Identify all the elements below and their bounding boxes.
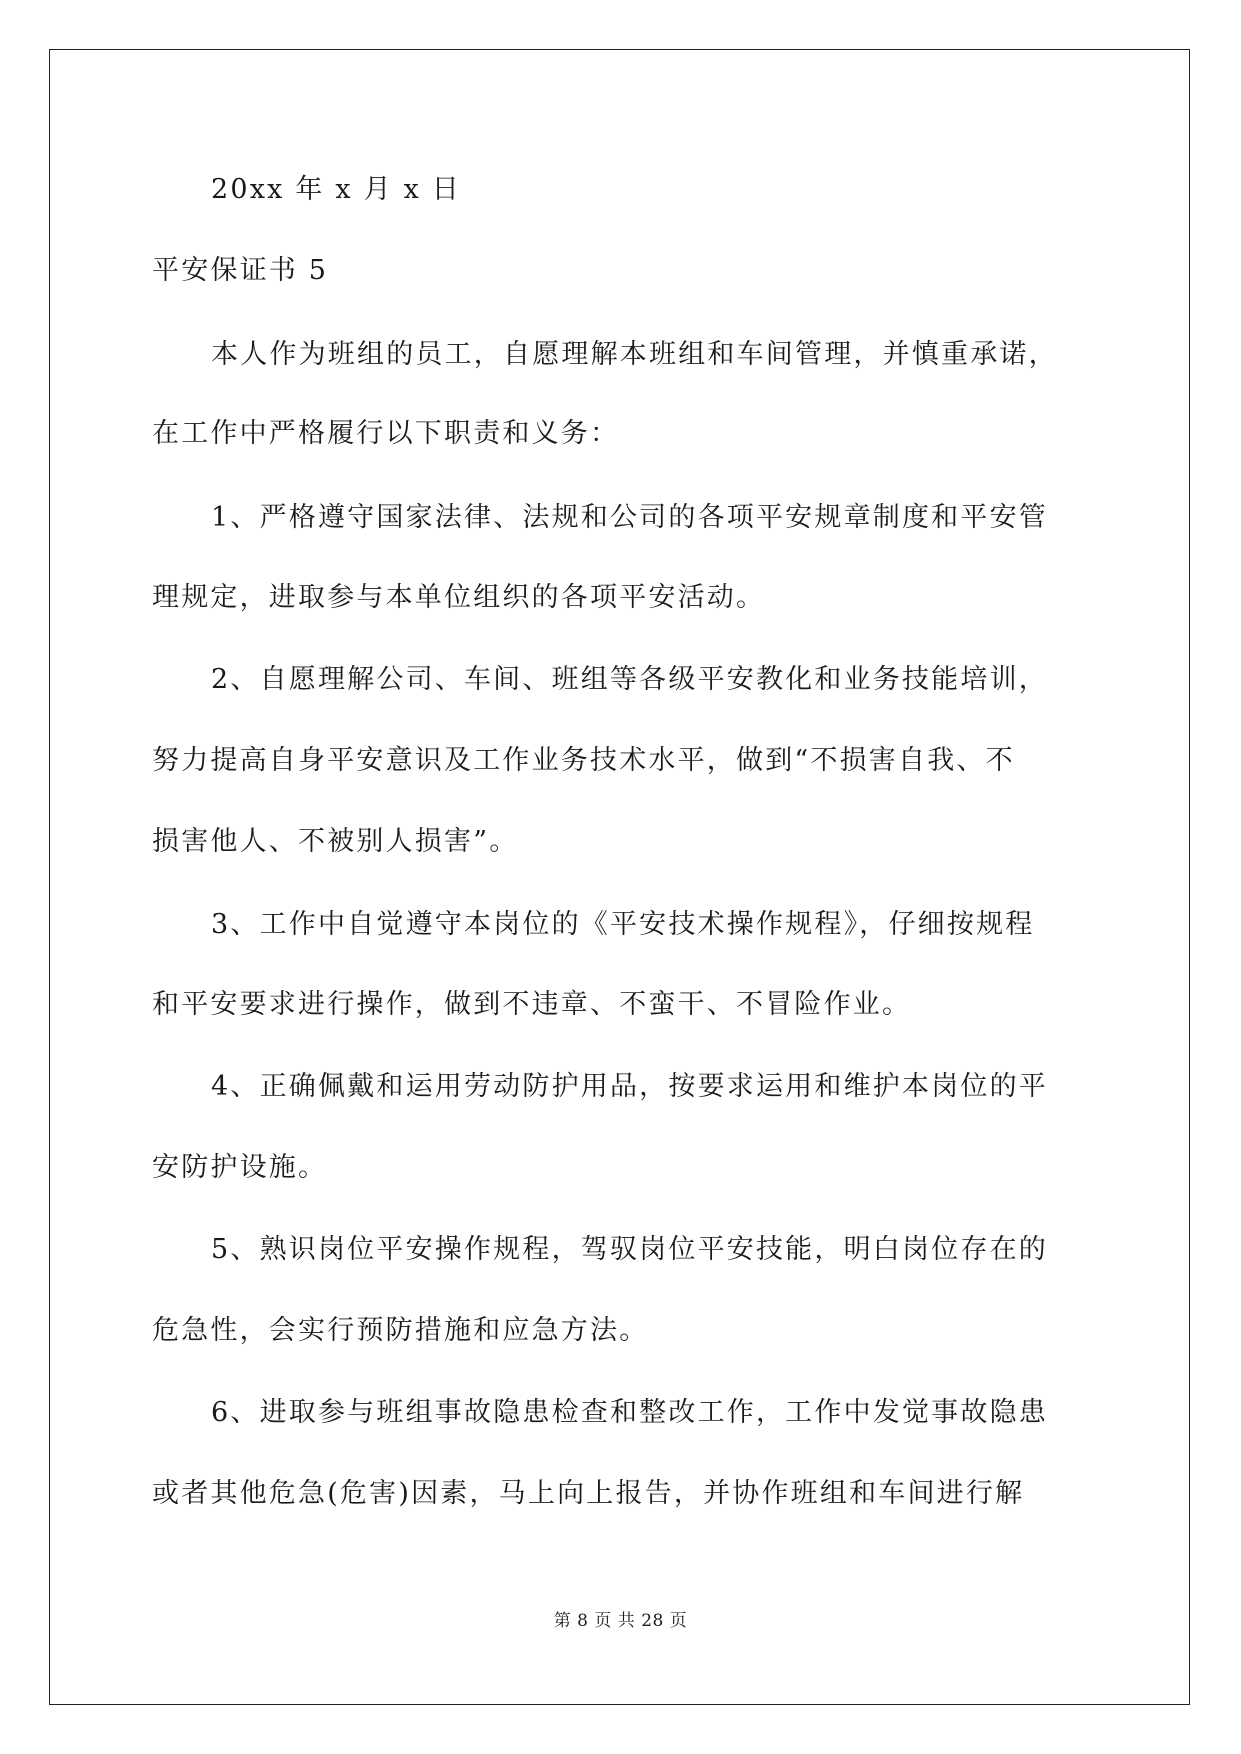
date-line: 20xx 年 x 月 x 日 (211, 174, 461, 205)
body-line: 危急性，会实行预防措施和应急方法。 (152, 1315, 649, 1346)
body-line: 4、正确佩戴和运用劳动防护用品，按要求运用和维护本岗位的平 (211, 1071, 1048, 1102)
body-line: 理规定，进取参与本单位组织的各项平安活动。 (152, 582, 766, 613)
body-line: 6、进取参与班组事故隐患检查和整改工作，工作中发觉事故隐患 (211, 1397, 1048, 1428)
document-heading: 平安保证书 5 (152, 255, 329, 286)
body-line: 安防护设施。 (152, 1152, 328, 1183)
page-border (49, 49, 1190, 1705)
body-line: 本人作为班组的员工，自愿理解本班组和车间管理，并慎重承诺， (211, 339, 1058, 370)
body-line: 损害他人、不被别人损害”。 (152, 826, 519, 857)
body-line: 5、熟识岗位平安操作规程，驾驭岗位平安技能，明白岗位存在的 (211, 1234, 1048, 1265)
body-line: 努力提高自身平安意识及工作业务技术水平，做到“不损害自我、不 (152, 745, 1015, 776)
body-line: 和平安要求进行操作，做到不违章、不蛮干、不冒险作业。 (152, 989, 912, 1020)
body-line: 2、自愿理解公司、车间、班组等各级平安教化和业务技能培训， (211, 664, 1048, 695)
body-line: 3、工作中自觉遵守本岗位的《平安技术操作规程》，仔细按规程 (211, 909, 1035, 940)
body-line: 在工作中严格履行以下职责和义务： (152, 418, 620, 449)
body-line: 1、严格遵守国家法律、法规和公司的各项平安规章制度和平安管 (211, 502, 1048, 533)
body-line: 或者其他危急(危害)因素，马上向上报告，并协作班组和车间进行解 (152, 1478, 1025, 1509)
page-footer: 第 8 页 共 28 页 (553, 1611, 688, 1631)
